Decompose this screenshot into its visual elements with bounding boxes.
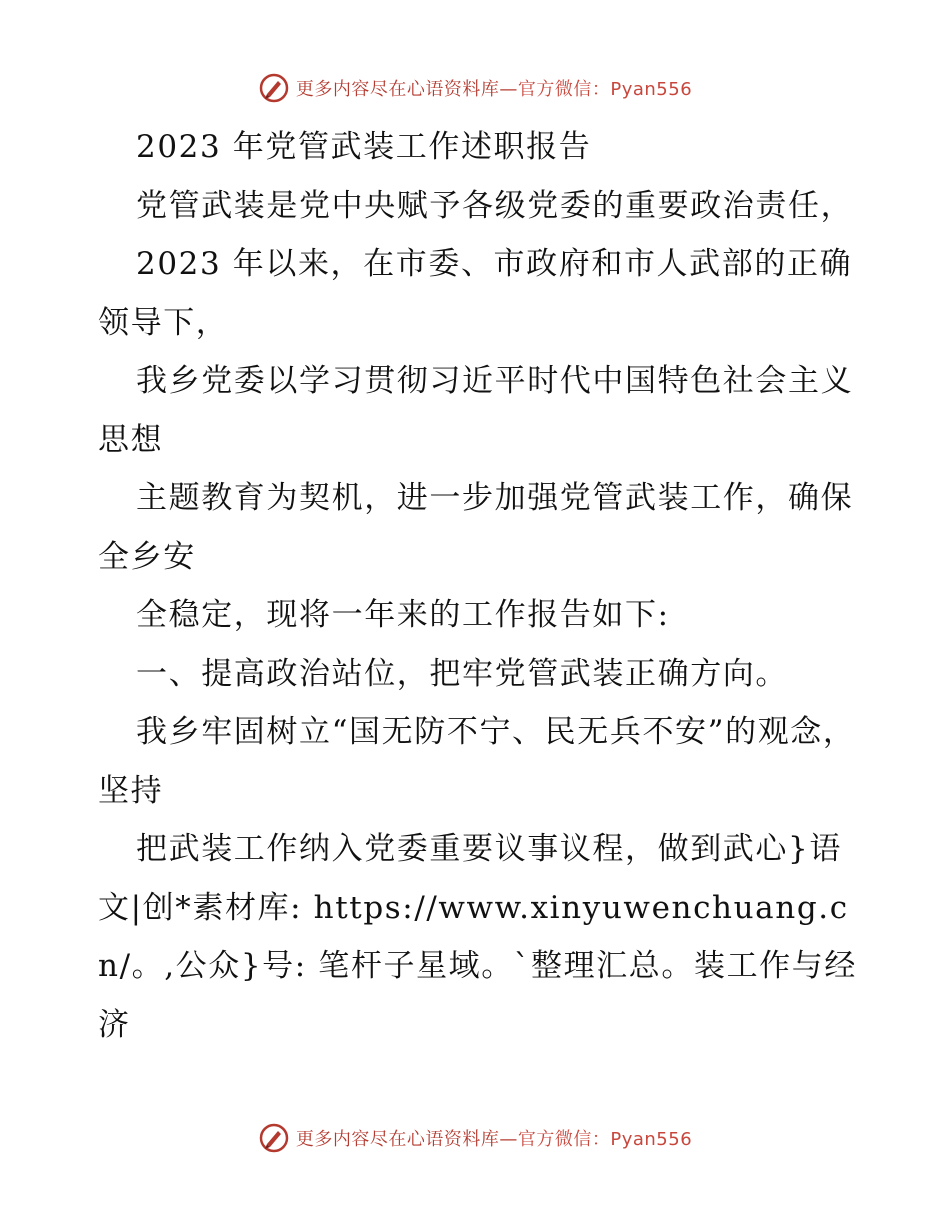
paragraph: 我乡党委以学习贯彻习近平时代中国特色社会主义思想 (98, 363, 854, 458)
paragraph: 主题教育为契机，进一步加强党管武装工作，确保全乡安 (98, 480, 854, 575)
paragraph: 2023 年以来，在市委、市政府和市人武部的正确领导下， (98, 246, 853, 341)
header-watermark (0, 72, 950, 104)
watermark-text: 更多内容尽在心语资料库—官方微信：Pyan556 (295, 1129, 693, 1150)
footer-watermark (0, 1122, 950, 1154)
document-body (98, 118, 878, 1054)
pen-circle-logo-icon (258, 1122, 290, 1154)
document-title: 2023 年党管武装工作述职报告 (136, 129, 592, 165)
pen-circle-logo-icon (258, 72, 290, 104)
paragraph: 全稳定，现将一年来的工作报告如下: (136, 597, 670, 633)
watermark-text: 更多内容尽在心语资料库—官方微信：Pyan556 (295, 79, 693, 100)
section-heading: 一、提高政治站位，把牢党管武装正确方向。 (136, 655, 788, 692)
paragraph: 把武装工作纳入党委重要议事议程，做到武心}语文|创*素材库: https://www.xinyuwenchuang.cn/。,公众}号: 笔杆子星域。`整理汇总。装工作与经济 (98, 831, 857, 1043)
paragraph: 党管武装是党中央赋予各级党委的重要政治责任， (136, 187, 854, 224)
paragraph: 我乡牢固树立“国无防不宁、民无兵不安”的观念，坚持 (98, 714, 856, 809)
